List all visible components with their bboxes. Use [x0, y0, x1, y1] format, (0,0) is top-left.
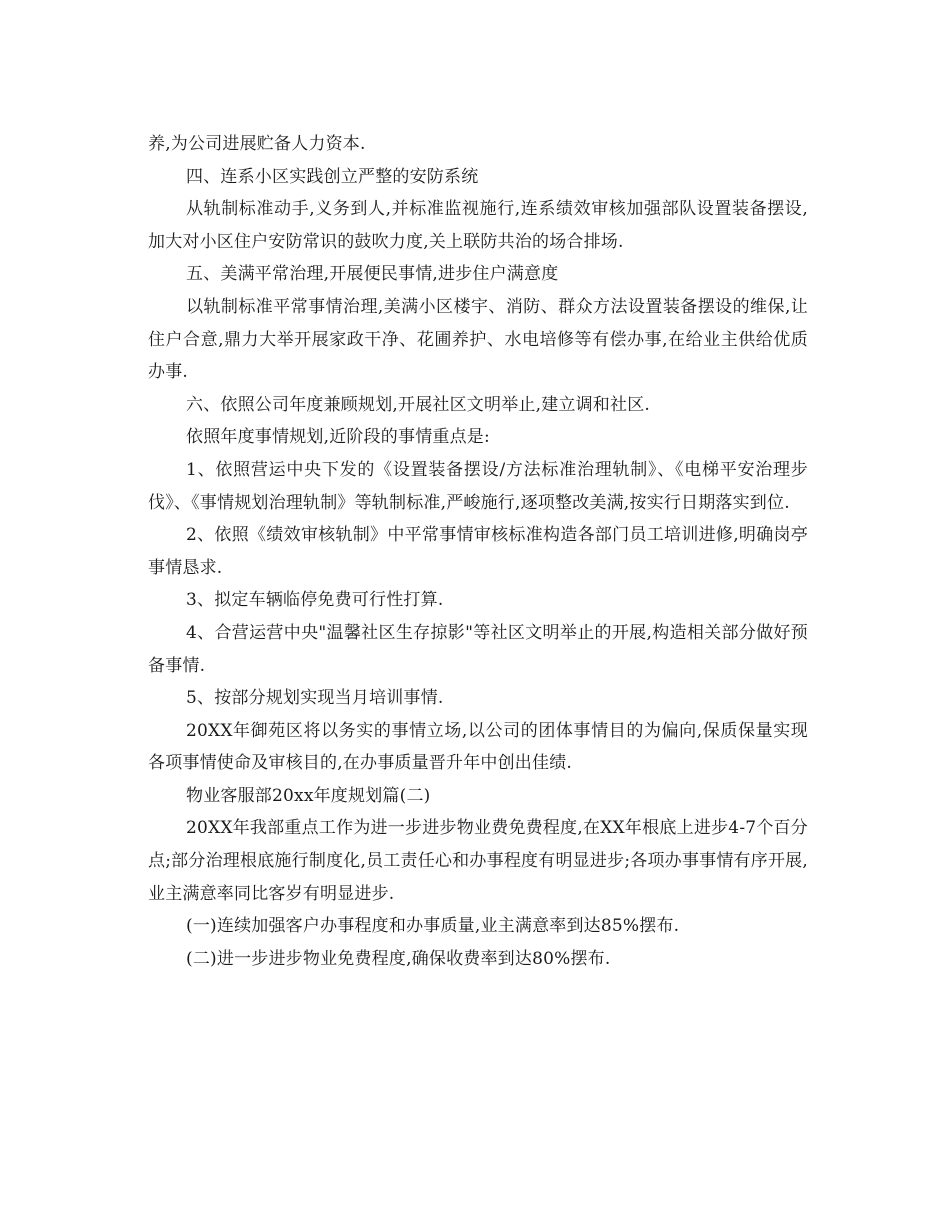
paragraph: 养,为公司进展贮备人力资本. — [148, 134, 366, 154]
section-heading-5: 五、美满平常治理,开展便民事情,进步住户满意度 — [186, 264, 559, 285]
document-subtitle: 物业客服部20xx年度规划篇(二) — [186, 785, 431, 806]
list-item: 2、依照《绩效审核轨制》中平常事情审核标准构造各部门员工培训进修,明确岗亭事情恳求. — [148, 525, 808, 578]
list-item: 3、拟定车辆临停免费可行性打算. — [186, 590, 444, 611]
section-heading-4: 四、连系小区实践创立严整的安防系统 — [186, 166, 479, 187]
section-heading-6: 六、依照公司年度兼顾规划,开展社区文明举止,建立调和社区. — [186, 394, 651, 415]
list-item: 4、合营运营中央"温馨社区生存掠影"等社区文明举止的开展,构造相关部分做好预备事情. — [148, 622, 808, 676]
document-body — [148, 128, 808, 975]
paragraph: 以轨制标准平常事情治理,美满小区楼宇、消防、群众方法设置装备摆设的维保,让住户合意,鼎力大举开展家政干净、花圃养护、水电培修等有偿办事,在给业主供给优质办事. — [148, 296, 808, 383]
paragraph: 20XX年我部重点工作为进一步进步物业费免费程度,在XX年根底上进步4-7个百分点;部分治理根底施行制度化,员工责任心和办事程度有明显进步;各项办事事情有序开展,业主满意率同比客岁有明显进步. — [148, 818, 808, 904]
paragraph: 依照年度事情规划,近阶段的事情重点是: — [186, 427, 490, 448]
list-item: (二)进一步进步物业免费程度,确保收费率到达80%摆布. — [186, 948, 611, 969]
list-item: 5、按部分规划实现当月培训事情. — [186, 688, 444, 709]
paragraph: 从轨制标准动手,义务到人,并标准监视施行,连系绩效审核加强部队设置装备摆设,加大对小区住户安防常识的鼓吹力度,关上联防共治的场合排场. — [148, 199, 808, 252]
list-item: (一)连续加强客户办事程度和办事质量,业主满意率到达85%摆布. — [186, 916, 680, 937]
list-item: 1、依照营运中央下发的《设置装备摆设/方法标准治理轨制》、《电梯平安治理步伐》、《事情规划治理轨制》等轨制标准,严峻施行,逐项整改美满,按实行日期落实到位. — [148, 459, 808, 513]
paragraph: 20XX年御苑区将以务实的事情立场,以公司的团体事情目的为偏向,保质保量实现各项事情使命及审核目的,在办事质量晋升年中创出佳绩. — [148, 720, 808, 774]
